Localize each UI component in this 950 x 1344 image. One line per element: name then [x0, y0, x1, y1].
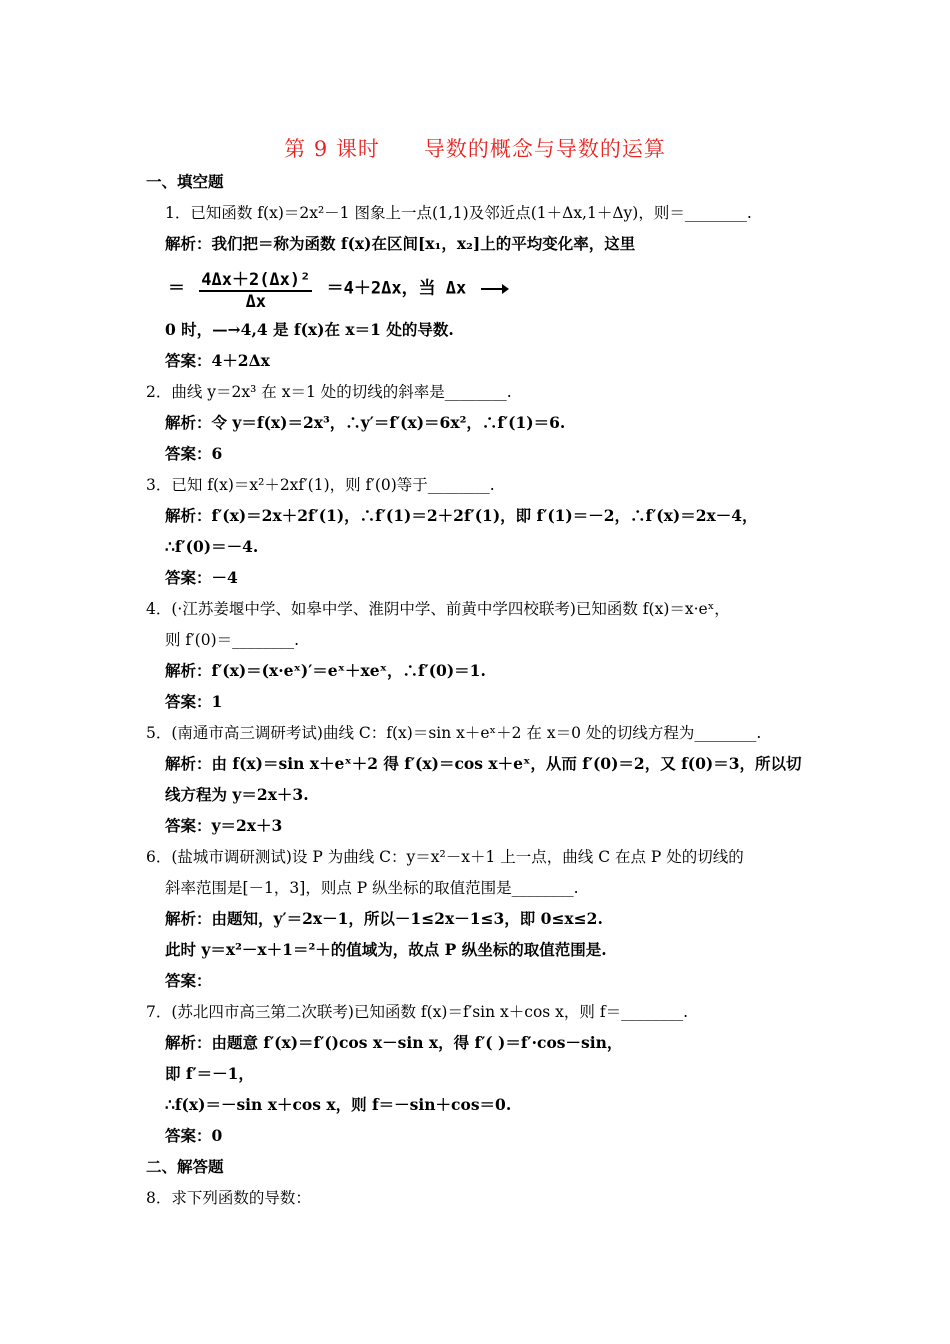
question-4-cont: 则 f′(0)＝________.: [165, 631, 300, 649]
q3-analysis: 解析：f′(x)＝2x＋2f′(1)，∴f′(1)＝2＋2f′(1)，即 f′(1)＝－2，∴f′(x)＝2x－4，: [165, 506, 758, 525]
q6-answer: 答案：: [165, 971, 212, 990]
q5-answer: 答案：y＝2x＋3: [165, 816, 283, 835]
q5-analysis-cont: 线方程为 y＝2x＋3.: [165, 785, 309, 804]
q2-answer: 答案：6: [165, 444, 223, 463]
formula-numerator: 4Δx＋2(Δx)²: [199, 265, 312, 292]
q6-analysis-cont: 此时 y＝x²－x＋1＝²＋的值域为，故点 P 纵坐标的取值范围是.: [165, 940, 607, 959]
formula-lead: ＝: [168, 278, 185, 299]
q6-analysis: 解析：由题知，y′＝2x－1，所以－1≤2x－1≤3，即 0≤x≤2.: [165, 909, 603, 928]
question-4: 4．(·江苏姜堰中学、如皋中学、淮阴中学、前黄中学四校联考)已知函数 f(x)＝x·eˣ，: [146, 600, 730, 618]
question-2: 2．曲线 y＝2x³ 在 x＝1 处的切线的斜率是________.: [146, 383, 512, 401]
section-heading-solve: 二、解答题: [146, 1157, 224, 1176]
page-title: 第 9 课时 导数的概念与导数的运算: [284, 137, 666, 161]
question-6: 6．(盐城市调研测试)设 P 为曲线 C：y＝x²－x＋1 上一点，曲线 C 在点 P 处的切线的: [146, 848, 744, 866]
q1-analysis: 解析：我们把＝称为函数 f(x)在区间[x₁，x₂]上的平均变化率，这里: [165, 234, 636, 253]
question-5: 5．(南通市高三调研考试)曲线 C：f(x)＝sin x＋eˣ＋2 在 x＝0 处的切线方程为________.: [146, 724, 762, 742]
q2-analysis: 解析：令 y＝f(x)＝2x³，∴y′＝f′(x)＝6x²，∴f′(1)＝6.: [165, 413, 566, 432]
q1-answer: 答案：4＋2Δx: [165, 351, 270, 370]
q4-answer: 答案：1: [165, 692, 223, 711]
q7-analysis-cont2: ∴f(x)＝－sin x＋cos x，则 f＝－sin＋cos＝0.: [165, 1095, 512, 1114]
formula-fraction: [199, 265, 312, 312]
q5-analysis: 解析：由 f(x)＝sin x＋eˣ＋2 得 f′(x)＝cos x＋eˣ，从而 f′(0)＝2，又 f(0)＝3，所以切: [165, 754, 802, 773]
question-1: 1．已知函数 f(x)＝2x²－1 图象上一点(1,1)及邻近点(1＋Δx,1＋Δy)，则＝________.: [165, 204, 752, 222]
q7-answer: 答案：0: [165, 1126, 223, 1145]
formula-denominator: Δx: [245, 292, 267, 312]
formula-tail: ＝4＋2Δx，当 Δx: [326, 278, 467, 299]
question-6-cont: 斜率范围是[－1，3]，则点 P 纵坐标的取值范围是________.: [165, 879, 579, 897]
section-heading-fill-in: 一、填空题: [146, 172, 224, 191]
q1-analysis-cont: 0 时，—→4,4 是 f(x)在 x＝1 处的导数.: [165, 320, 454, 339]
question-8: 8．求下列函数的导数：: [146, 1189, 311, 1207]
q7-analysis-cont: 即 f′＝－1，: [165, 1064, 254, 1083]
q1-formula: [168, 265, 507, 312]
question-3: 3．已知 f(x)＝x²＋2xf′(1)，则 f′(0)等于________.: [146, 476, 495, 494]
q4-analysis: 解析：f′(x)＝(x·eˣ)′＝eˣ＋xeˣ，∴f′(0)＝1.: [165, 661, 486, 680]
q7-analysis: 解析：由题意 f′(x)＝f′()cos x－sin x，得 f′( )＝f′·cos－sin，: [165, 1033, 623, 1052]
arrow-icon: [481, 288, 507, 290]
q3-analysis-cont: ∴f′(0)＝－4.: [165, 537, 259, 556]
question-7: 7．(苏北四市高三第二次联考)已知函数 f(x)＝f′sin x＋cos x，则 f＝________.: [146, 1003, 689, 1021]
q3-answer: 答案：－4: [165, 568, 238, 587]
